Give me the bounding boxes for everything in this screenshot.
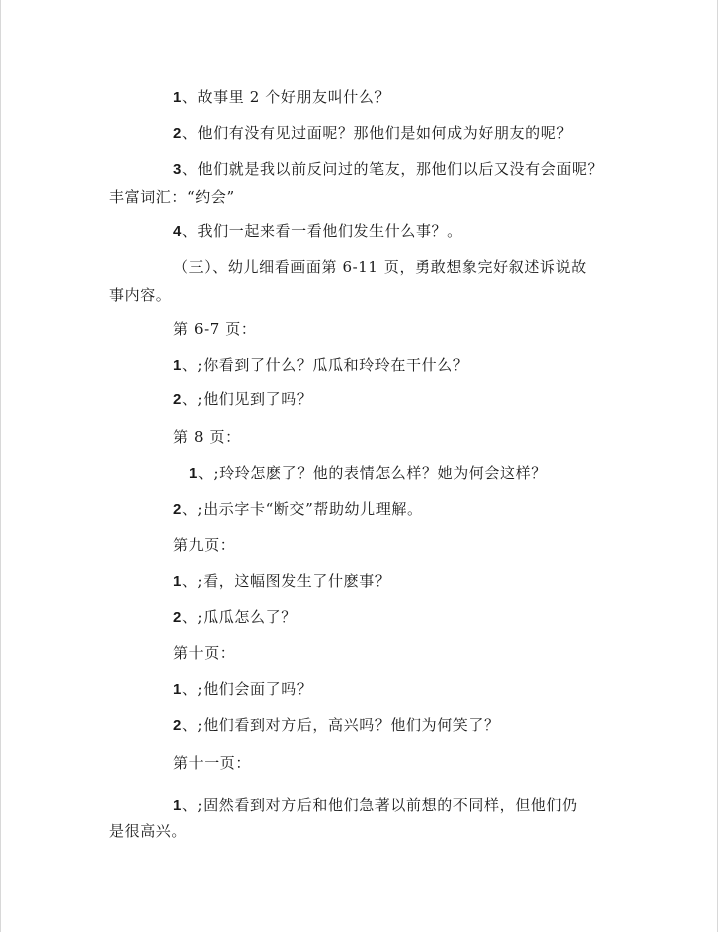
page-9-question-2 [173, 608, 297, 627]
line-text: 第九页： [173, 536, 236, 554]
list-number: 3 [173, 161, 182, 178]
line-text: 、;固然看到对方后和他们急著以前想的不同样，但他们仍 [181, 796, 578, 814]
line-text: 、他们就是我以前反问过的笔友，那他们以后又没有会面呢？ [181, 160, 604, 178]
line-text: 、;瓜瓜怎么了？ [181, 608, 297, 626]
list-number: 2 [173, 609, 182, 626]
line-text: 是很高兴。 [109, 822, 188, 840]
list-number: 1 [173, 89, 182, 106]
line-text: 、他们有没有见过面呢？那他们是如何成为好朋友的呢？ [181, 124, 572, 142]
list-number: 1 [173, 357, 182, 374]
list-number: 1 [173, 573, 182, 590]
page-11-question-1 [173, 796, 578, 815]
section-heading-line-2 [109, 286, 171, 304]
page-6-7-question-2 [173, 390, 312, 409]
line-text: 第十一页： [173, 754, 252, 772]
line-text: 事内容。 [109, 286, 172, 304]
page-9-heading [173, 536, 235, 554]
question-1-line [173, 88, 390, 107]
question-2-line [173, 124, 572, 143]
line-text: 第 8 页： [173, 428, 241, 446]
line-text: 、故事里 2 个好朋友叫什么？ [181, 88, 391, 106]
list-number: 2 [173, 125, 182, 142]
line-text: 、;你看到了什么？瓜瓜和玲玲在干什么？ [181, 356, 469, 374]
line-text: （三）、幼儿细看画面第 6-11 页，勇敢想象完好叙述诉说故 [173, 258, 587, 276]
list-number: 1 [173, 797, 182, 814]
question-3-line [173, 160, 603, 179]
page-8-question-1 [189, 464, 547, 483]
line-text: 丰富词汇：“约会” [109, 188, 235, 206]
line-text: 、;他们看到对方后，高兴吗？他们为何笑了？ [181, 716, 500, 734]
line-text: 、;出示字卡“断交”帮助幼儿理解。 [181, 500, 423, 518]
vocabulary-line [109, 188, 235, 206]
list-number: 1 [189, 465, 198, 482]
page-11-question-1-cont [109, 822, 187, 840]
page-10-question-2 [173, 716, 500, 735]
list-number: 1 [173, 681, 182, 698]
list-number: 2 [173, 501, 182, 518]
line-text: 第十页： [173, 644, 236, 662]
page-9-question-1 [173, 572, 390, 591]
page-8-question-2 [173, 500, 423, 519]
line-text: 、我们一起来看一看他们发生什么事？。 [181, 222, 463, 240]
question-4-line [173, 222, 463, 241]
page-8-heading [173, 428, 241, 446]
page-10-question-1 [173, 680, 312, 699]
line-text: 、;他们见到了吗？ [181, 390, 313, 408]
page-6-7-question-1 [173, 356, 468, 375]
list-number: 4 [173, 223, 182, 240]
line-text: 第 6-7 页： [173, 320, 257, 338]
page-6-7-heading [173, 320, 257, 338]
section-heading-line-1 [173, 258, 587, 276]
line-text: 、;玲玲怎麽了？他的表情怎么样？她为何会这样？ [197, 464, 547, 482]
line-text: 、;他们会面了吗？ [181, 680, 313, 698]
line-text: 、;看，这幅图发生了什麽事？ [181, 572, 391, 590]
list-number: 2 [173, 391, 182, 408]
page-10-heading [173, 644, 235, 662]
list-number: 2 [173, 717, 182, 734]
page-11-heading [173, 754, 251, 772]
